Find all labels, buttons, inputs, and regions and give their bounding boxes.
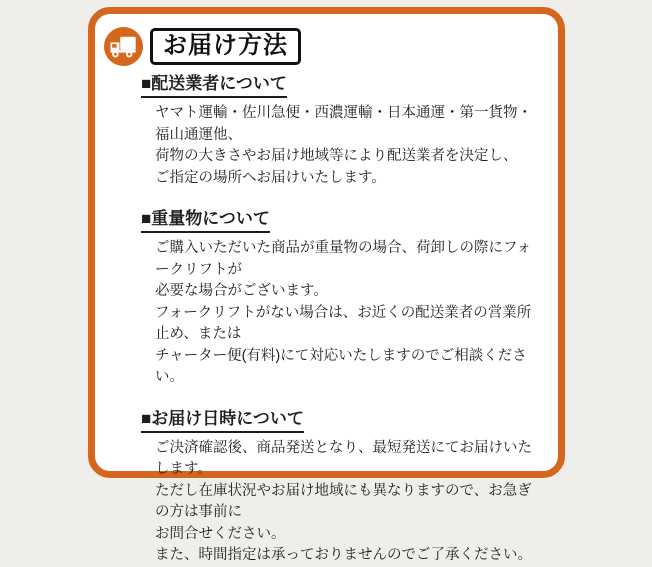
body-line: ご指定の場所へお届けいたします。 [155, 169, 386, 186]
section-delivery-datetime [141, 407, 540, 567]
delivery-info-panel [88, 7, 565, 563]
body-line: ただし在庫状況やお届け地域にも異なりますので、お急ぎの方は事前に [155, 482, 532, 520]
body-line: また、時間指定は承っておりませんのでご了承ください。 [155, 547, 532, 563]
section-carriers-heading: ■配送業者について [141, 72, 540, 98]
section-delivery-datetime-heading: ■お届け日時について [141, 407, 540, 433]
body-line: お問合せください。 [155, 525, 286, 542]
body-line: ヤマト運輸・佐川急便・西濃運輸・日本通運・第一貨物・福山通運他、 [155, 105, 532, 143]
page-title: お届け方法 [150, 28, 301, 66]
section-carriers [141, 72, 540, 189]
body-line: ご購入いただいた商品が重量物の場合、荷卸しの際にフォークリフトが [155, 240, 532, 278]
body-line: フォークリフトがない場合は、お近くの配送業者の営業所止め、または [155, 304, 532, 342]
truck-icon [104, 27, 143, 66]
body-line: 必要な場合がございます。 [155, 283, 328, 299]
sections-container [95, 66, 558, 567]
section-heavy-items-heading: ■重量物について [141, 207, 540, 233]
section-heavy-items-body [155, 238, 540, 389]
section-heavy-items [141, 207, 540, 389]
body-line: ご決済確認後、商品発送となり、最短発送にてお届けいたします。 [155, 439, 532, 477]
body-line: チャーター便(有料)にて対応いたしますのでご相談ください。 [155, 347, 527, 385]
body-line: 荷物の大きさやお届け地域等により配送業者を決定し、 [155, 148, 518, 164]
section-delivery-datetime-body [155, 438, 540, 567]
section-carriers-body [155, 103, 540, 189]
panel-header [95, 14, 558, 66]
